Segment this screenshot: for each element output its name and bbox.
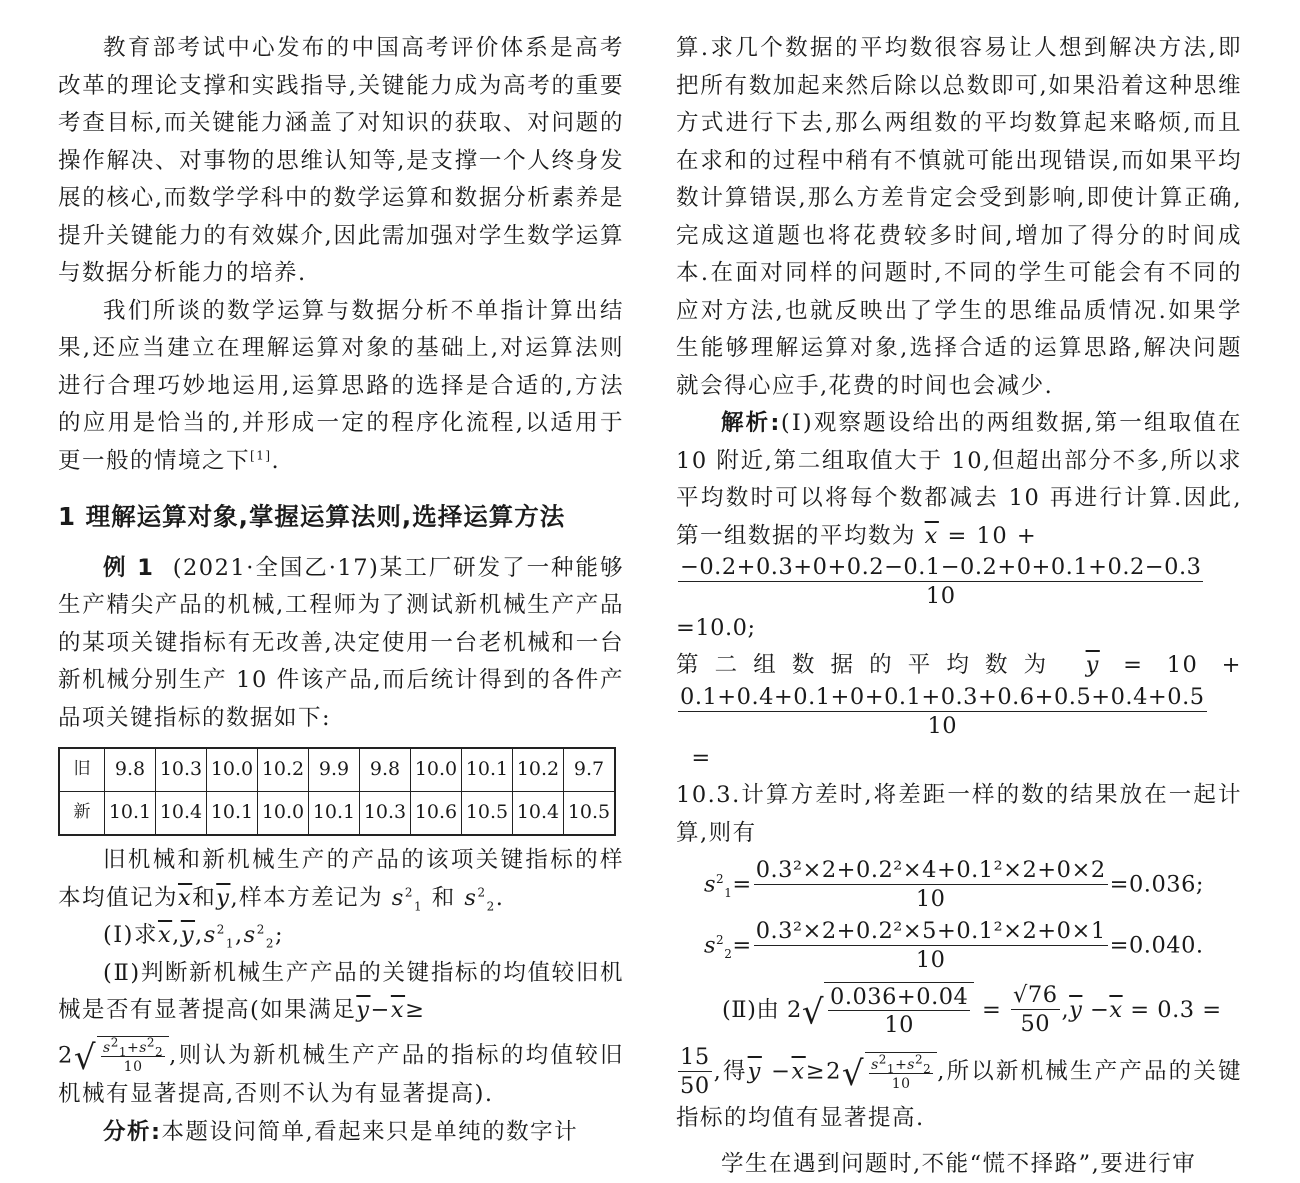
mean-1-formula: [676, 555, 1242, 647]
table-cell: 9.7: [564, 748, 616, 792]
variance-2-numerator: 0.3²×2+0.2²×5+0.1²×2+0×1: [754, 919, 1108, 946]
analysis-label: 分析:: [103, 1119, 162, 1145]
table-cell: 10.5: [462, 792, 513, 836]
de-text: ,得: [714, 1059, 748, 1085]
s2-symbol: s: [464, 885, 477, 911]
part-2-sqrt: √ $\frac{0.036+0.04}{10}$: [802, 982, 975, 1040]
table-cell: 10.2: [258, 748, 309, 792]
table-row-new: [59, 792, 615, 836]
example-paragraph: [58, 550, 624, 738]
table-cell: 9.8: [360, 748, 411, 792]
mean-2-intro-text: 第二组数据的平均数为: [676, 652, 1062, 678]
second-paragraph-text: 我们所谈的数学运算与数据分析不单指计算出结果,还应当建立在理解运算对象的基础上,对运算法则进行合理巧妙地运用,运算思路的选择是合适的,方法的应用是恰当的,并形成一定的程序化流程,以适用于更一般的情境之下: [58, 298, 624, 474]
ybar-symbol: $\overline{y}$: [216, 885, 230, 911]
table-cell: 10.6: [411, 792, 462, 836]
table-cell: 10.1: [207, 792, 258, 836]
example-label: 例 1: [103, 555, 154, 581]
f15-numerator: 15: [678, 1045, 712, 1072]
mean-1-denominator: 10: [678, 582, 1203, 610]
notation-and: 和: [192, 885, 216, 911]
variance-2-formula: $s^2_2=$ $\frac{\text{0.3²×2+0.2²×5+0.1²×2+0×1}}{10}$ =0.040.: [676, 919, 1242, 974]
variance-1-fraction: [754, 858, 1108, 913]
intro-paragraph: 教育部考试中心发布的中国高考评价体系是高考改革的理论支撑和实践指导,关键能力成为高考的重要考查目标,而关键能力涵盖了对知识的获取、对问题的操作解决、对事物的思维认知等,是支撑一个人终身发展的核心,而数学学科中的数学运算和数据分析素养是提升关键能力的有效媒介,因此需加强对学生数学运算与数据分析能力的培养.: [58, 30, 624, 293]
question-2: (Ⅱ)判断新机械生产产品的关键指标的均值较旧机械是否有显著提高(如果满足$\overline{y}-\overline{x}\ge$: [58, 955, 624, 1030]
f15-fraction: [678, 1045, 712, 1100]
ge-two: ≥2: [806, 1059, 842, 1085]
mean-2-fraction: [678, 685, 1207, 740]
right-paragraph-1: 算.求几个数据的平均数很容易让人想到解决方法,即把所有数加起来然后除以总数即可,如果沿着这种思维方式进行下去,那么两组数的平均数算起来略烦,而且在求和的过程中稍有不慎就可能出现错误,而如果平均数计算错误,那么方差肯定会受到影响,即使计算正确,完成这道题也将花费较多时间,增加了得分的时间成本.在面对同样的问题时,不同的学生可能会有不同的应对方法,也就反映出了学生的思维品质情况.如果学生能够理解运算对象,选择合适的运算思路,解决问题就会得心应手,花费的时间也会减少.: [676, 30, 1242, 405]
variance-1-denominator: 10: [754, 885, 1108, 913]
variance-1-formula: $s^2_1=$ $\frac{\text{0.3²×2+0.2²×4+0.1²×2+0×2}}{10}$ =0.036;: [676, 858, 1242, 913]
analysis-text: 本题设问简单,看起来只是单纯的数字计: [162, 1119, 579, 1145]
citation-ref: [1]: [250, 448, 272, 462]
notation-text: 旧机械和新机械生产的产品的该项关键指标的样本均值记为: [58, 847, 624, 911]
row-label-new: 新: [59, 792, 105, 836]
part-2-text: (Ⅱ)由 2: [722, 996, 802, 1022]
left-column: [58, 30, 624, 1151]
analysis-paragraph: [58, 1114, 624, 1152]
data-table: [58, 747, 616, 836]
conclusion-text: ,所以新机械生产产品的关键指标的均值有显著提高.: [676, 1059, 1242, 1131]
table-cell: 10.5: [564, 792, 616, 836]
solution-label: 解析:: [721, 410, 781, 436]
question-2-text: (Ⅱ)判断新机械生产产品的关键指标的均值较旧机械是否有显著提高(如果满足: [58, 960, 624, 1024]
table-cell: 10.3: [360, 792, 411, 836]
r76-denominator: 50: [1011, 1010, 1059, 1038]
last-paragraph: 学生在遇到问题时,不能“慌不择路”,要进行审: [676, 1146, 1242, 1183]
mean-2-numerator: 0.1+0.4+0.1+0+0.1+0.3+0.6+0.5+0.4+0.5: [678, 685, 1207, 712]
conclusion-sqrt: √ $\frac{s^2_1+s^2_2}{10}$: [842, 1052, 937, 1093]
table-cell: 10.0: [411, 748, 462, 792]
s1-symbol: s: [392, 885, 405, 911]
sqrt-formula: √ $\frac{s^2_1+s^2_2}{10}$: [74, 1036, 169, 1077]
table-row-old: [59, 748, 615, 792]
notation-end: .: [496, 885, 505, 911]
table-cell: 10.1: [462, 748, 513, 792]
table-cell: 9.8: [105, 748, 156, 792]
question-1-end: ;: [275, 922, 284, 948]
second-paragraph-end: .: [272, 448, 281, 474]
notation-text-2: ,样本方差记为: [230, 885, 383, 911]
part-2-formula: (Ⅱ)由 2√ $\frac{0.036+0.04}{10}$ = $\frac{√76}{50}$ $,\overline{y} -\overline{x} = 0.3$ =: [676, 982, 1242, 1040]
mean-2-formula: [676, 685, 1242, 777]
mean-1-result: =10.0;: [676, 615, 756, 641]
mean-2-intro: 第二组数据的平均数为 $\overline{y} = 10$ +: [676, 647, 1242, 685]
equals-sign: =: [982, 996, 1001, 1022]
r76-numerator: √76: [1011, 983, 1059, 1010]
table-cell: 10.3: [156, 748, 207, 792]
question-2-cont-text: ,则认为新机械生产产品的指标的均值较旧机械有显著提高,否则不认为有显著提高).: [58, 1042, 624, 1107]
table-cell: 10.1: [105, 792, 156, 836]
variance-1-numerator: 0.3²×2+0.2²×4+0.1²×2+0×2: [754, 858, 1108, 885]
mean-1-fraction: [678, 555, 1203, 610]
part-2-conclusion: $\frac{15}{50}$ ,得$\overline{y} -\overline{x}\ge 2√$ $\frac{s^2_1+s^2_2}{10}$ ,所以新机械生产产品的关键指标的均值有显著提高.: [676, 1045, 1242, 1137]
right-column: [676, 30, 1242, 1183]
solution-text: (Ⅰ)观察题设给出的两组数据,第一组取值在 10 附近,第二组取值大于 10,但超出部分不多,所以求平均数时可以将每个数都减去 10 再进行计算.因此,第一组数据的平均数为: [676, 410, 1242, 549]
r76-fraction: [1011, 983, 1059, 1038]
second-paragraph: [58, 293, 624, 481]
question-1-text: (Ⅰ)求: [103, 922, 158, 948]
table-cell: 9.9: [309, 748, 360, 792]
table-cell: 10.4: [513, 792, 564, 836]
variance-2-fraction: [754, 919, 1108, 974]
sqrt-denominator: 10: [828, 1011, 970, 1039]
table-cell: 10.0: [258, 792, 309, 836]
example-text: (2021·全国乙·17)某工厂研发了一种能够生产精尖产品的机械,工程师为了测试新机械生产产品的某项关键指标有无改善,决定使用一台老机械和一台新机械分别生产 10 件该产品,而后统计得到的各件产品项关键指标的数据如下:: [58, 555, 624, 731]
sqrt-numerator: 0.036+0.04: [828, 985, 970, 1012]
xbar-symbol: $\overline{x}$: [178, 885, 192, 911]
solution-paragraph: 解析:(Ⅰ)观察题设给出的两组数据,第一组取值在 10 附近,第二组取值大于 10,但超出部分不多,所以求平均数时可以将每个数都减去 10 再进行计算.因此,第一组数据的平均数为 $\overline{x} = 10$ +: [676, 405, 1242, 555]
table-cell: 10.0: [207, 748, 258, 792]
ybar-equals: = 10 +: [1123, 652, 1242, 678]
variance-1-result: =0.036;: [1110, 871, 1204, 897]
row-label-old: 旧: [59, 748, 105, 792]
table-cell: 10.1: [309, 792, 360, 836]
question-1: (Ⅰ)求$\overline{x},\overline{y},s^2_1,s^2_2$;: [58, 917, 624, 955]
f15-denominator: 50: [678, 1072, 712, 1100]
comma: ,: [1062, 996, 1070, 1022]
mean-1-numerator: −0.2+0.3+0+0.2−0.1−0.2+0+0.1+0.2−0.3: [678, 555, 1203, 582]
table-cell: 10.4: [156, 792, 207, 836]
variance-2-result: =0.040.: [1110, 932, 1204, 958]
mean-2-equals: =: [691, 745, 710, 771]
variance-2-denominator: 10: [754, 946, 1108, 974]
variance-intro: 10.3.计算方差时,将差距一样的数的结果放在一起计算,则有: [676, 777, 1242, 852]
mean-2-denominator: 10: [678, 712, 1207, 740]
xbar-equals: = 10 +: [948, 523, 1038, 549]
ge-sign: ≥: [405, 997, 425, 1023]
diff-result: = 0.3 =: [1130, 996, 1221, 1022]
coef-two: 2: [58, 1042, 74, 1068]
question-2-cont: [58, 1036, 624, 1114]
notation-paragraph: 旧机械和新机械生产的产品的该项关键指标的样本均值记为$\overline{x}$和$\overline{y}$,样本方差记为 $s^2_1$ 和 $s^2_2$.: [58, 842, 624, 917]
section-heading: 1 理解运算对象,掌握运算法则,选择运算方法: [58, 498, 624, 536]
table-cell: 10.2: [513, 748, 564, 792]
notation-and-2: 和: [432, 885, 456, 911]
